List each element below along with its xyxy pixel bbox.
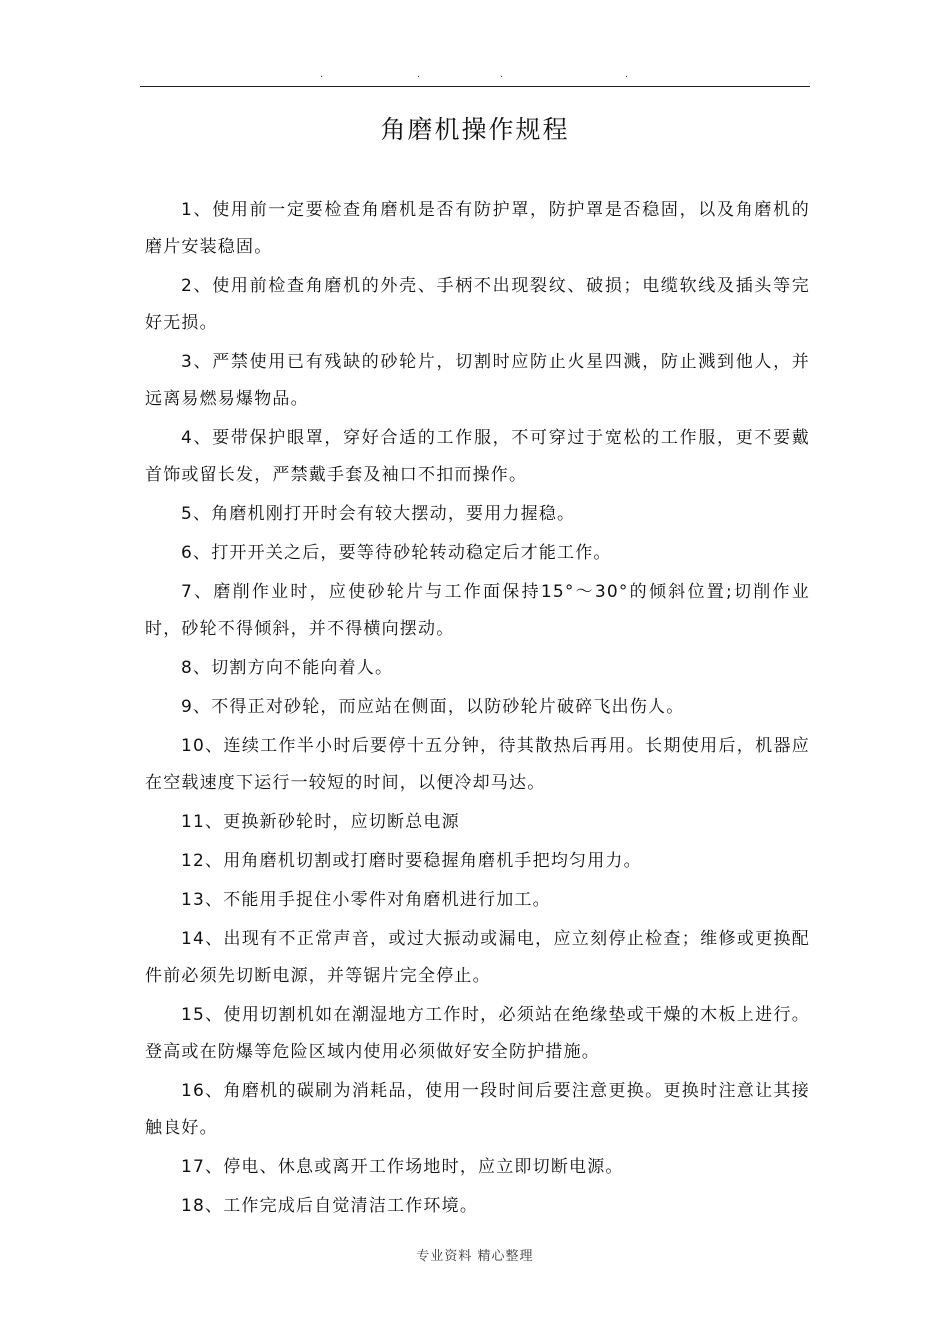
rule-paragraph-4: 4、要带保护眼罩，穿好合适的工作服，不可穿过于宽松的工作服，更不要戴首饰或留长发，严禁戴手套及袖口不扣而操作。 — [145, 428, 810, 485]
rule-paragraph-16: 16、角磨机的碳刷为消耗品，使用一段时间后要注意更换。更换时注意让其接触良好。 — [145, 1081, 810, 1138]
header-dot: . — [320, 69, 324, 80]
header-dot: . — [625, 69, 629, 80]
rule-paragraph-9: 9、不得正对砂轮，而应站在侧面，以防砂轮片破碎飞出伤人。 — [181, 697, 685, 717]
rule-paragraph-17: 17、停电、休息或离开工作场地时，应立即切断电源。 — [181, 1157, 624, 1177]
rule-paragraph-11: 11、更换新砂轮时，应切断总电源 — [181, 812, 460, 832]
header-dot: . — [417, 69, 421, 80]
rule-paragraph-5: 5、角磨机刚打开时会有较大摆动，要用力握稳。 — [181, 504, 576, 524]
document-body — [145, 192, 810, 1227]
header-dots — [140, 70, 810, 84]
rule-paragraph-6: 6、打开开关之后，要等待砂轮转动稳定后才能工作。 — [181, 543, 612, 563]
rule-paragraph-13: 13、不能用手捉住小零件对角磨机进行加工。 — [181, 890, 551, 910]
rule-paragraph-1: 1、使用前一定要检查角磨机是否有防护罩，防护罩是否稳固，以及角磨机的磨片安装稳固。 — [145, 200, 810, 257]
header-rule — [140, 86, 810, 87]
rule-paragraph-14: 14、出现有不正常声音，或过大振动或漏电，应立刻停止检查；维修或更换配件前必须先切断电源，并等锯片完全停止。 — [145, 929, 810, 986]
rule-paragraph-10: 10、连续工作半小时后要停十五分钟，待其散热后再用。长期使用后，机器应在空载速度下运行一较短的时间，以便冷却马达。 — [145, 736, 810, 793]
rule-paragraph-2: 2、使用前检查角磨机的外壳、手柄不出现裂纹、破损；电缆软线及插头等完好无损。 — [145, 276, 810, 333]
header-dot: . — [500, 69, 504, 80]
rule-paragraph-18: 18、工作完成后自觉清洁工作环境。 — [181, 1196, 479, 1216]
rule-paragraph-12: 12、用角磨机切割或打磨时要稳握角磨机手把均匀用力。 — [181, 851, 642, 871]
page-footer: 专业资料 精心整理 — [416, 1249, 534, 1264]
rule-paragraph-15: 15、使用切割机如在潮湿地方工作时，必须站在绝缘垫或干燥的木板上进行。登高或在防爆等危险区域内使用必须做好安全防护措施。 — [145, 1005, 810, 1062]
rule-paragraph-8: 8、切割方向不能向着人。 — [181, 658, 394, 678]
rule-paragraph-7: 7、磨削作业时，应使砂轮片与工作面保持15°～30°的倾斜位置;切削作业时，砂轮不得倾斜，并不得横向摆动。 — [145, 582, 810, 639]
rule-paragraph-3: 3、严禁使用已有残缺的砂轮片，切割时应防止火星四溅，防止溅到他人，并远离易燃易爆物品。 — [145, 352, 810, 409]
document-title: 角磨机操作规程 — [380, 115, 570, 144]
